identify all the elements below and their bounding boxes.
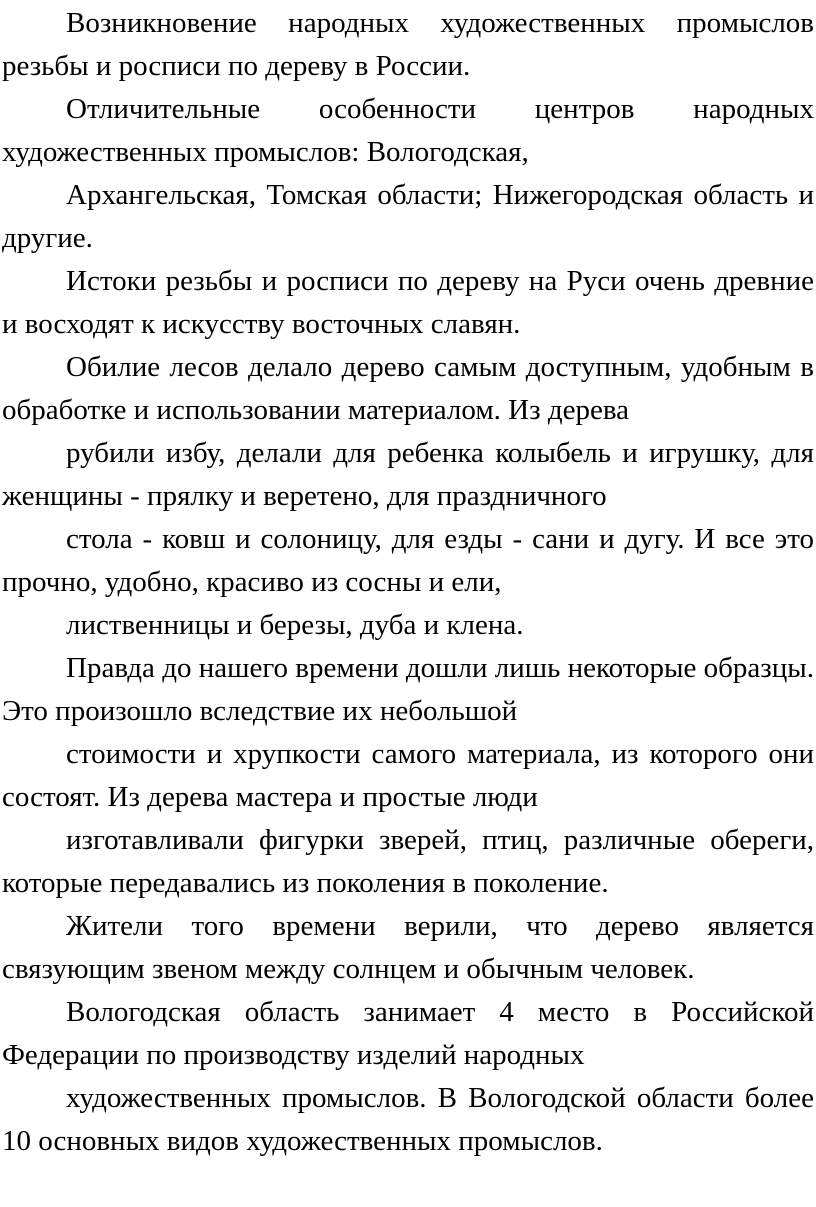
paragraph-samples: Правда до нашего времени дошли лишь некоторые образцы. Это произошло вследствие их небольшой xyxy=(2,652,814,727)
paragraph-hut: рубили избу, делали для ребенка колыбель и игрушку, для женщины - прялку и веретено, для праздничного xyxy=(2,437,814,512)
paragraph-figures: изготавливали фигурки зверей, птиц, различные обереги, которые передавались из поколения в поколение. xyxy=(2,824,814,899)
paragraph-origin: Возникновение народных художественных промыслов резьбы и росписи по дереву в России. xyxy=(2,7,814,82)
paragraph-forests: Обилие лесов делало дерево самым доступным, удобным в обработке и использовании материалом. Из дерева xyxy=(2,351,814,426)
paragraph-larch: лиственницы и березы, дуба и клена. xyxy=(66,609,524,641)
paragraph-cost: стоимости и хрупкости самого материала, из которого они состоят. Из дерева мастера и простые люди xyxy=(2,738,814,813)
paragraph-sources: Истоки резьбы и росписи по дереву на Руси очень древние и восходят к искусству восточных славян. xyxy=(2,265,814,340)
paragraph-vologda-rank: Вологодская область занимает 4 место в Российской Федерации по производству изделий народных xyxy=(2,996,814,1071)
paragraph-features: Отличительные особенности центров народных художественных промыслов: Вологодская, xyxy=(2,93,814,168)
paragraph-vologda-crafts: художественных промыслов. В Вологодской области более 10 основных видов художественных промыслов. xyxy=(2,1082,814,1157)
paragraph-regions: Архангельская, Томская области; Нижегородская область и другие. xyxy=(2,179,814,254)
paragraph-beliefs: Жители того времени верили, что дерево является связующим звеном между солнцем и обычным человек. xyxy=(2,910,814,985)
paragraph-table: стола - ковш и солоницу, для езды - сани и дугу. И все это прочно, удобно, красиво из сосны и ели, xyxy=(2,523,814,598)
